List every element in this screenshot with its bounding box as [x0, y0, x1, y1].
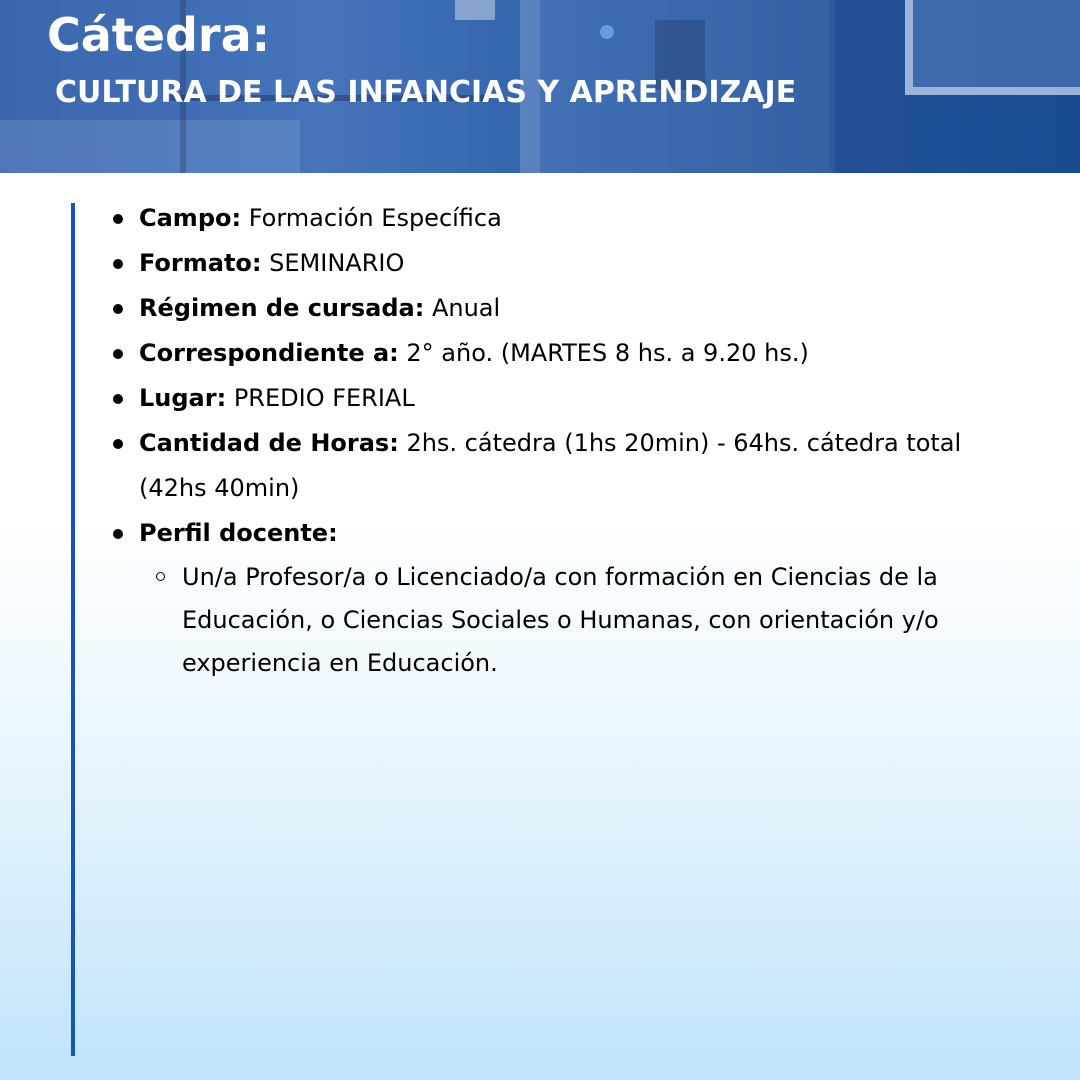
detail-item-perfil — [110, 511, 1030, 685]
detail-label: Formato: — [139, 249, 262, 277]
accent-bar — [71, 203, 75, 1056]
banner-photo-detail — [600, 25, 614, 39]
banner-photo-detail — [0, 120, 300, 173]
detail-label: Campo: — [139, 204, 242, 232]
detail-value: SEMINARIO — [261, 249, 405, 277]
detail-label: Régimen de cursada: — [139, 294, 425, 322]
course-name: CULTURA DE LAS INFANCIAS Y APRENDIZAJE — [55, 75, 797, 110]
course-details — [110, 196, 1030, 685]
header-banner — [0, 0, 1080, 173]
detail-value: Anual — [424, 294, 501, 322]
detail-label: Cantidad de Horas: — [139, 429, 399, 457]
banner-window-detail — [905, 0, 1080, 95]
detail-value: 2° año. (MARTES 8 hs. a 9.20 hs.) — [398, 339, 809, 367]
detail-item-formato — [110, 241, 1030, 286]
detail-item-correspondiente — [110, 331, 1030, 376]
page-title: Cátedra: — [47, 8, 271, 62]
detail-item-campo — [110, 196, 1030, 241]
detail-value: PREDIO FERIAL — [226, 384, 415, 412]
detail-value: 2hs. cátedra (1hs 20min) - 64hs. cátedra total (42hs 40min) — [139, 429, 962, 502]
detail-label: Perfil docente: — [139, 519, 338, 547]
banner-photo-detail — [830, 0, 905, 173]
banner-photo-detail — [455, 0, 495, 20]
detail-label: Lugar: — [139, 384, 227, 412]
detail-label: Correspondiente a: — [139, 339, 399, 367]
detail-item-horas — [110, 421, 1030, 511]
details-list — [110, 196, 1030, 685]
detail-value: Formación Específica — [241, 204, 502, 232]
detail-item-lugar — [110, 376, 1030, 421]
detail-item-regimen — [110, 286, 1030, 331]
perfil-item: Un/a Profesor/a o Licenciado/a con formación en Ciencias de la Educación, o Ciencias Sociales o Humanas, con orientación y/o experiencia en Educación. — [139, 556, 1030, 685]
perfil-sublist — [139, 556, 1030, 685]
